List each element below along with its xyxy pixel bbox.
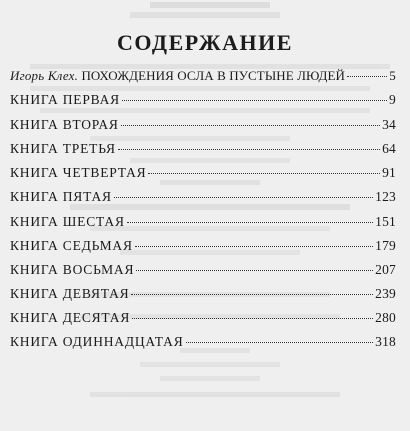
toc-entry-title: КНИГА ЧЕТВЕРТАЯ xyxy=(10,165,147,180)
toc-entry-title: КНИГА СЕДЬМАЯ xyxy=(10,238,133,253)
toc-entry-page: 280 xyxy=(375,310,396,325)
toc-entry-title: КНИГА ДЕСЯТАЯ xyxy=(10,310,131,325)
toc-entry-title: КНИГА ДЕВЯТАЯ xyxy=(10,286,130,301)
toc-entry-page: 91 xyxy=(382,165,396,180)
toc-entry[interactable] xyxy=(10,117,396,139)
toc-entry[interactable] xyxy=(10,189,396,211)
page-title: СОДЕРЖАНИЕ xyxy=(117,30,293,55)
toc-entry-author: Игорь Клех. xyxy=(10,68,79,83)
toc-entry-title: КНИГА ВТОРАЯ xyxy=(10,117,119,132)
toc-entry[interactable] xyxy=(10,262,396,284)
toc-entry-title: КНИГА ПЯТАЯ xyxy=(10,189,112,204)
toc-entry[interactable] xyxy=(10,92,396,114)
dot-leader xyxy=(118,149,380,150)
toc-entry-page: 5 xyxy=(389,68,396,83)
toc-entry-page: 9 xyxy=(389,92,396,107)
toc-entry-title: КНИГА ТРЕТЬЯ xyxy=(10,141,116,156)
toc-entry-page: 123 xyxy=(375,189,396,204)
dot-leader xyxy=(131,294,373,295)
toc-entry[interactable] xyxy=(10,68,396,90)
dot-leader xyxy=(135,246,373,247)
toc-entry-title: ПОХОЖДЕНИЯ ОСЛА В ПУСТЫНЕ ЛЮДЕЙ xyxy=(81,68,346,83)
toc-entry-page: 34 xyxy=(382,117,396,132)
toc-entry-page: 64 xyxy=(382,141,396,156)
toc-entry-title: КНИГА ВОСЬМАЯ xyxy=(10,262,135,277)
toc-entry-title: КНИГА ОДИННАДЦАТАЯ xyxy=(10,334,184,349)
dot-leader xyxy=(136,270,373,271)
dot-leader xyxy=(347,76,387,77)
toc-entry[interactable] xyxy=(10,214,396,236)
toc-entry-page: 239 xyxy=(375,286,396,301)
toc-entry[interactable] xyxy=(10,165,396,187)
dot-leader xyxy=(121,125,380,126)
dot-leader xyxy=(148,173,380,174)
dot-leader xyxy=(122,100,387,101)
toc-entry-title: КНИГА ШЕСТАЯ xyxy=(10,214,125,229)
toc-entry[interactable] xyxy=(10,238,396,260)
dot-leader xyxy=(127,222,373,223)
toc-entry-page: 179 xyxy=(375,238,396,253)
toc-entry-page: 207 xyxy=(375,262,396,277)
toc-entry[interactable] xyxy=(10,310,396,332)
toc-entry-page: 318 xyxy=(375,334,396,349)
toc-entry[interactable] xyxy=(10,286,396,308)
toc-entry-title: КНИГА ПЕРВАЯ xyxy=(10,92,120,107)
toc-entry[interactable] xyxy=(10,334,396,356)
toc-entry[interactable] xyxy=(10,141,396,163)
dot-leader xyxy=(186,342,374,343)
dot-leader xyxy=(114,197,373,198)
dot-leader xyxy=(132,318,373,319)
toc-entry-page: 151 xyxy=(375,214,396,229)
